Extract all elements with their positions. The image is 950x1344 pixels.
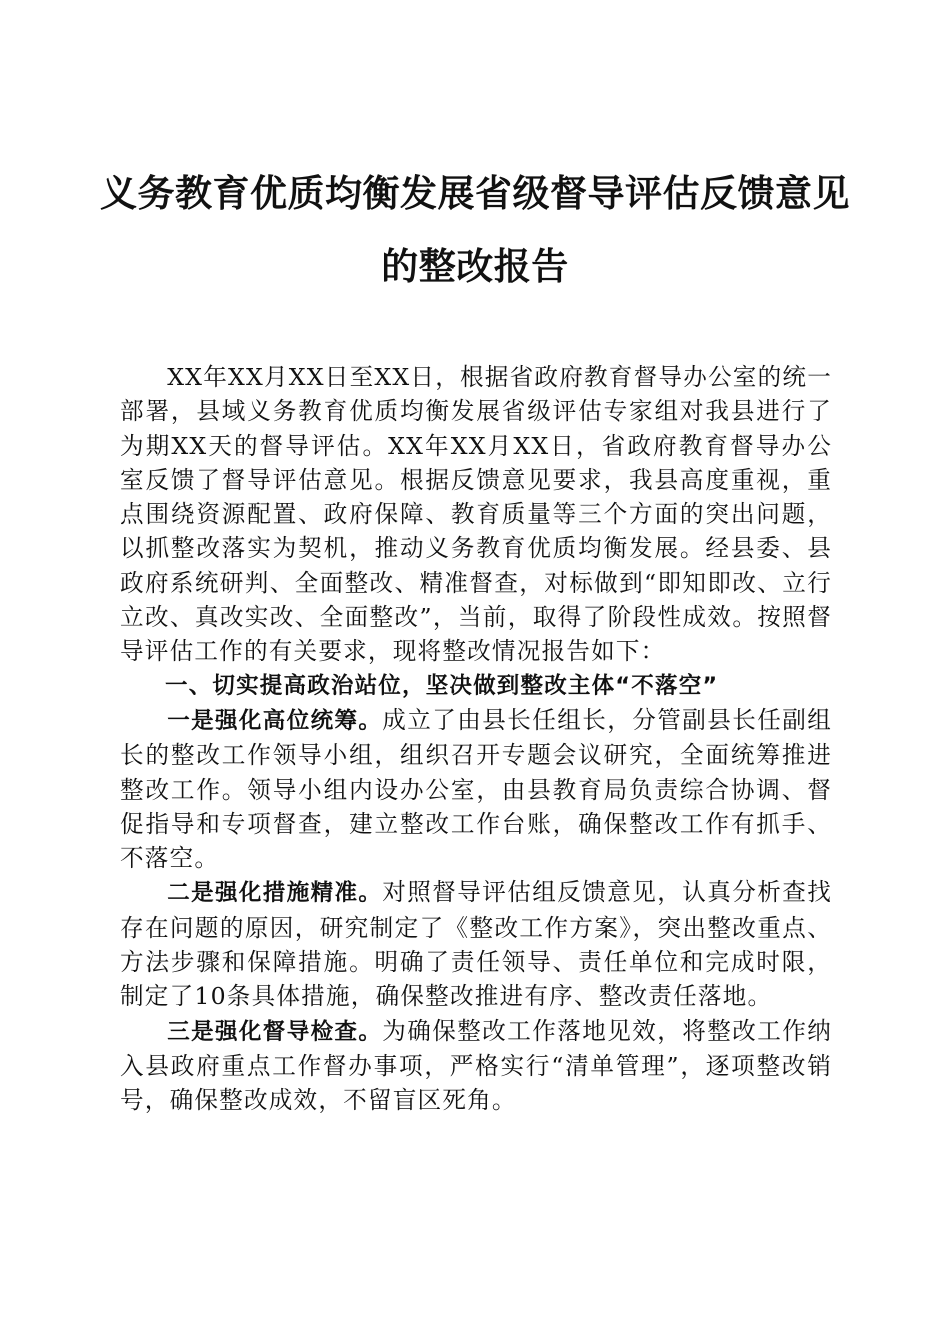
item-text: 为确保整改工作落地见效，将整改工作纳入县政府重点工作督办事项，严格实行“清单管理”，逐项整改销号，确保整改成效，不留盲区死角。	[120, 1016, 832, 1115]
item-text: 成立了由县长任组长，分管副县长任副组长的整改工作领导小组，组织召开专题会议研究，全面统筹推进整改工作。领导小组内设办公室，由县教育局负责综合协调、督促指导和专项督查，建立整改工作台账，确保整改工作有抓手、不落空。	[120, 705, 832, 873]
intro-paragraph: XX年XX月XX日至XX日，根据省政府教育督导办公室的统一部署，县域义务教育优质均衡发展省级评估专家组对我县进行了为期XX天的督导评估。XX年XX月XX日，省政府教育督导办公室反馈了督导评估意见。根据反馈意见要求，我县高度重视，重点围绕资源配置、政府保障、教育质量等三个方面的突出问题，以抓整改落实为契机，推动义务教育优质均衡发展。经县委、县政府系统研判、全面整改、精准督查，对标做到“即知即改、立行立改、真改实改、全面整改”，当前，取得了阶段性成效。按照督导评估工作的有关要求，现将整改情况报告如下：	[120, 363, 832, 666]
document-title-line-2: 的整改报告	[381, 244, 569, 288]
list-item	[120, 1014, 832, 1118]
item-lead: 一是强化高位统筹。	[167, 707, 383, 734]
document-body	[120, 360, 832, 1118]
list-item	[120, 875, 832, 1013]
item-text: 对照督导评估组反馈意见，认真分析查找存在问题的原因，研究制定了《整改工作方案》，突出整改重点、方法步骤和保障措施。明确了责任领导、责任单位和完成时限，制定了10条具体措施，确保整改推进有序、整改责任落地。	[120, 878, 832, 1011]
item-lead: 三是强化督导检查。	[167, 1018, 383, 1045]
document-title-line-1: 义务教育优质均衡发展省级督导评估反馈意见	[100, 171, 850, 215]
section-heading: 一、切实提高政治站位，坚决做到整改主体“不落空”	[165, 672, 719, 699]
item-lead: 二是强化措施精准。	[167, 880, 383, 907]
list-item	[120, 703, 832, 875]
